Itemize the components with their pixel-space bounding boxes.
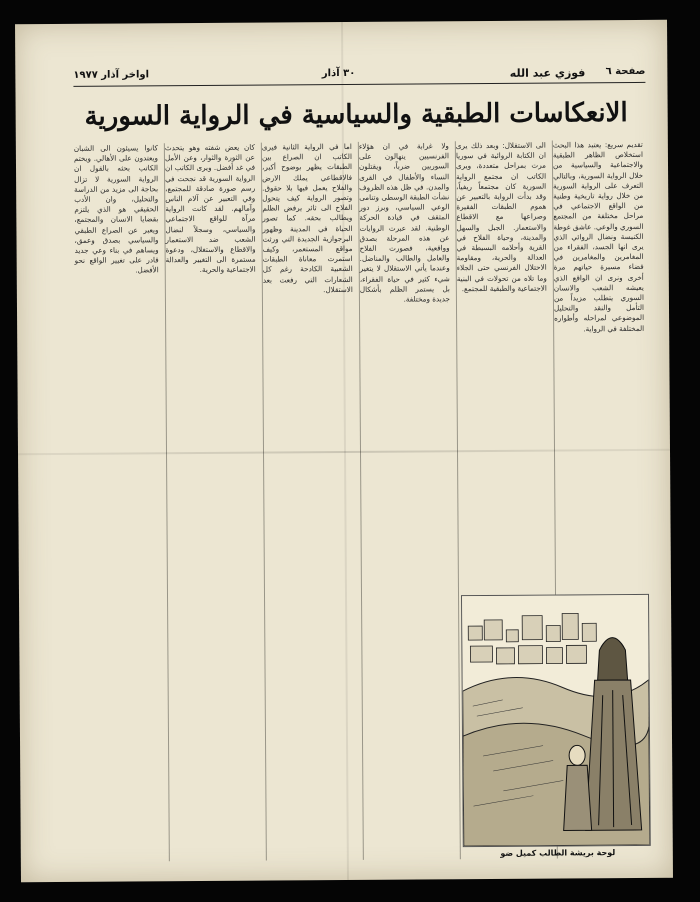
page-header	[73, 64, 645, 87]
text-column: كان يعض شفته وهو يتحدث عن الثورة والثوار، وعن الأمل في غد أفضل. ويرى الكاتب ان الرواية السورية قد نجحت في رسم صورة صادقة للمجتمع، وفي التعبير عن آلام الناس وآمالهم. لقد كانت الرواية مرآة للواقع الاجتماعي والسياسي، وسجلاً لنضال الشعب ضد الاستعمار والاقطاع والاستغلال، ودعوة مستمرة الى التغيير والعدالة الاجتماعية والحرية.	[164, 142, 256, 275]
text-column: ولا غرابة في ان هؤلاء الفرنسيين ينهالون على السوريين ضرباً، ويقتلون النساء والأطفال في القرى والمدن. في ظل هذه الظروف نشأت الطبقة الوسطى وتنامى الوعي السياسي، وبرز دور المثقف في قيادة الحركة الوطنية. لقد عبرت الروايات عن هذه المرحلة بصدق وواقعية، فصورت الفلاح والعامل والطالب والمناضل. وعندما يأتي الاستقلال لا يتغير شيء كثير في حياة الفقراء، بل يستمر الظلم بأشكال جديدة ومختلفة.	[358, 141, 450, 304]
newspaper-page	[15, 20, 673, 883]
text-column: الى الاستقلال: وبعد ذلك يرى ان الكتابة الروائية في سوريا مرت بمراحل متعددة، ويرى الكاتب ان مجتمع الرواية السورية كان مجتمعاً ريفياً، وقد بدأت الرواية بالتعبير عن هموم الطبقات الفقيرة وصراعها مع الاقطاع والاستعمار. الجبل والسهل والمدينة، وحياة الفلاح في القرية وأحلامه البسيطة في العدالة والحرية، ومقاومة الاحتلال الفرنسي حتى الجلاء وما تلاه من تحولات في البنية الاجتماعية والطبقية للمجتمع.	[455, 140, 547, 294]
text-column: كانوا يسيئون الى الشبان ويعتدون على الأهالي. ويختم الكاتب بحثه بالقول ان الرواية السورية لا تزال بحاجة الى مزيد من الدراسة والتحليل، وان الأدب الحقيقي هو الذي يلتزم بقضايا الانسان والمجتمع، ويعبر عن الصراع الطبقي والسياسي بصدق وعمق، ويساهم في بناء وعي جديد قادر على تغيير الواقع نحو الأفضل.	[73, 143, 159, 275]
text-column: اما في الرواية الثانية فيرى الكاتب ان الصراع بين الطبقات يظهر بوضوح أكبر، فالاقطاعي يملك الارض والفلاح يعمل فيها بلا حقوق. وتصور الرواية كيف يتحول الفلاح الى ثائر يرفض الظلم ويطالب بحقه. كما تصور الحياة في المدينة وظهور البرجوازية الجديدة التي ورثت مواقع المستعمر، وكيف استمرت معاناة الطبقات الشعبية الكادحة رغم كل الشعارات التي رفعت بعد الاستقلال.	[261, 141, 353, 294]
article-body	[64, 140, 651, 862]
article-headline: الانعكاسات الطبقية والسياسية في الرواية السورية	[84, 98, 628, 132]
page-number: صفحة ٦	[605, 65, 646, 78]
issue-date-secondary: اواخر آذار ١٩٧٧	[73, 69, 150, 81]
text-column: تقديم سريع: يعتبد هذا البحث استخلاص الظاهر الطبقية والاجتماعية والسياسية من خلال الرواية السورية، وبالتالي التعرف على الرواية السورية من خلال رواية تاريخية وطنية من الواقع الاجتماعي في مراحل مختلفة من المجتمع السوري والوعي. عاشق غوطة الكنيسة ونضال الروائي الذي يرى انها الجسد، الفقراء من المغامرين والمغامرين في فضاء مسيرة حياتهم مرة أخرى ونرى ان الواقع الذي يعيشه الشعب والانسان السوري يتطلب مزيداً من التأمل والنقد والتحليل الموضوعي لمراحله وأطواره المختلفة في الرواية.	[552, 139, 645, 333]
issue-date: ٣٠ آذار	[321, 67, 356, 80]
illustration	[461, 594, 651, 847]
author-name: فوزي عبد الله	[509, 66, 586, 80]
illustration-drawing	[462, 595, 650, 846]
illustration-caption: لوحة بريشة الطالب كميل ضو	[500, 848, 616, 858]
